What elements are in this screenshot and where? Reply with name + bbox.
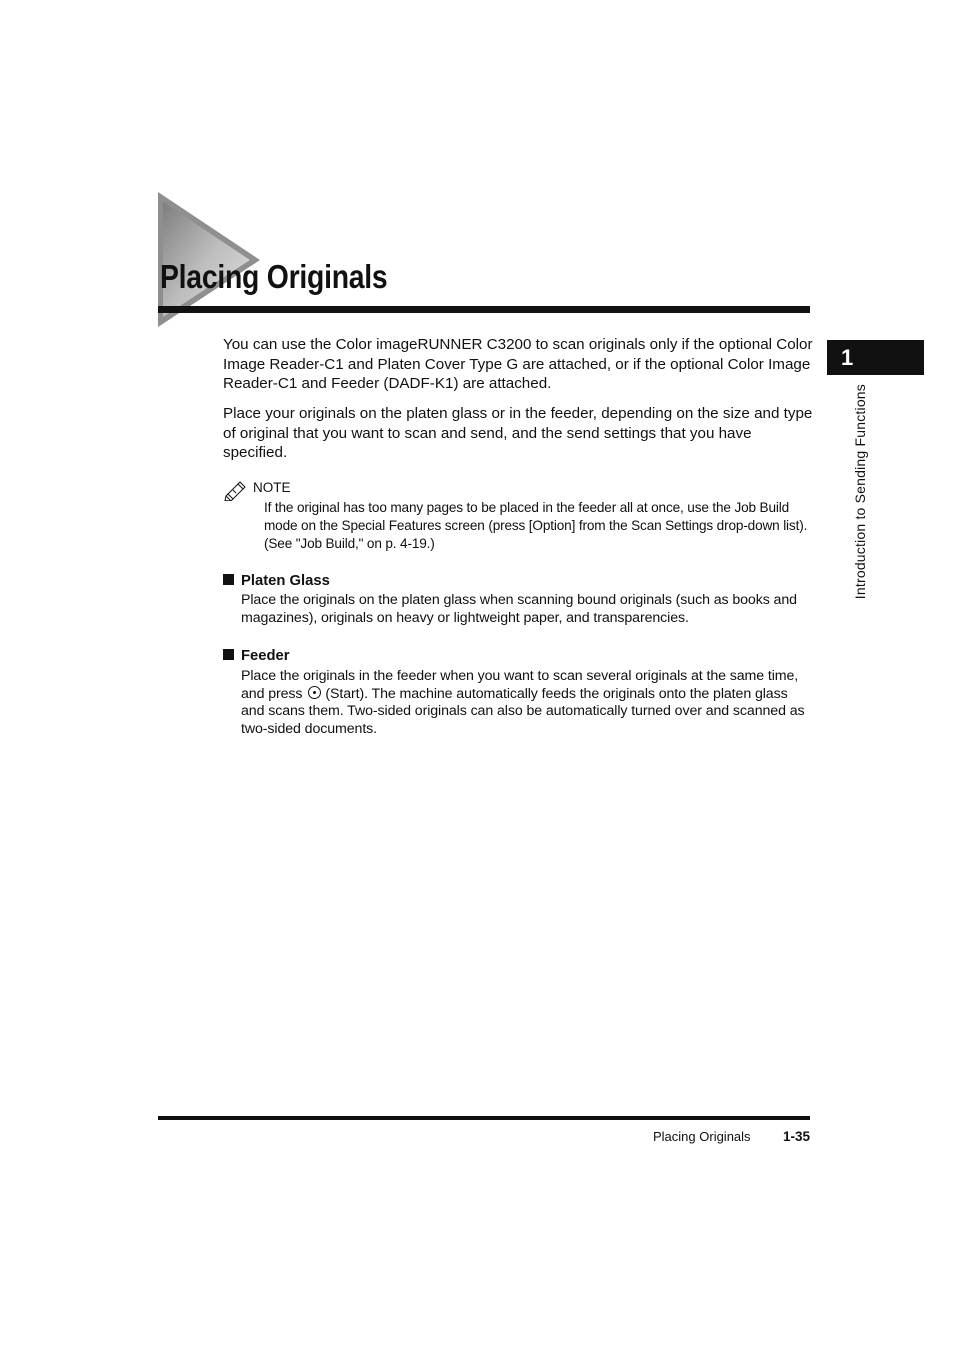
start-key-icon bbox=[308, 686, 321, 699]
section-heading-feeder bbox=[223, 648, 290, 664]
bullet-square-icon bbox=[223, 574, 234, 585]
bullet-square-icon bbox=[223, 649, 234, 660]
chapter-number: 1 bbox=[841, 345, 854, 370]
feeder-text-before-icon: Place the originals in the feeder when you want to scan several originals at the same time, and press bbox=[241, 668, 799, 702]
footer-section-title: Placing Originals bbox=[653, 1129, 751, 1144]
pencil-note-icon bbox=[224, 479, 248, 501]
note-label: NOTE bbox=[253, 480, 291, 495]
intro-paragraph-1: You can use the Color imageRUNNER C3200 to scan originals only if the optional Color Image Reader-C1 and Platen Cover Type G are attached, or if the optional Color Image Reader-C1 and Feeder (DADF-K1) are attached. bbox=[223, 336, 813, 393]
footer-rule bbox=[158, 1116, 810, 1120]
feeder-text-after-icon: (Start). The machine automatically feeds the originals onto the platen glass and scans them. Two-sided originals can also be automatically turned over and scanned as two-sided documents. bbox=[241, 685, 805, 737]
chapter-tab bbox=[827, 340, 924, 375]
title-underline bbox=[158, 306, 810, 313]
chapter-side-label: Introduction to Sending Functions bbox=[852, 384, 868, 600]
intro-paragraph-2: Place your originals on the platen glass or in the feeder, depending on the size and type of original that you want to scan and send, and the send settings that you have specified. bbox=[223, 405, 813, 462]
section-body-platen-glass: Place the originals on the platen glass when scanning bound originals (such as books and magazines), originals on heavy or lightweight paper, and transparencies. bbox=[241, 592, 797, 626]
section-heading-text: Platen Glass bbox=[241, 573, 330, 589]
section-heading-platen-glass bbox=[223, 573, 330, 589]
page-title: Placing Originals bbox=[160, 258, 388, 295]
section-heading-text: Feeder bbox=[241, 648, 290, 664]
note-text: If the original has too many pages to be placed in the feeder all at once, use the Job Build mode on the Special Features screen (press [Option] from the Scan Settings drop-down list). (See "Job Build," on p. 4-19.) bbox=[264, 500, 808, 551]
section-body-feeder bbox=[241, 668, 813, 738]
page-number: 1-35 bbox=[783, 1129, 811, 1144]
